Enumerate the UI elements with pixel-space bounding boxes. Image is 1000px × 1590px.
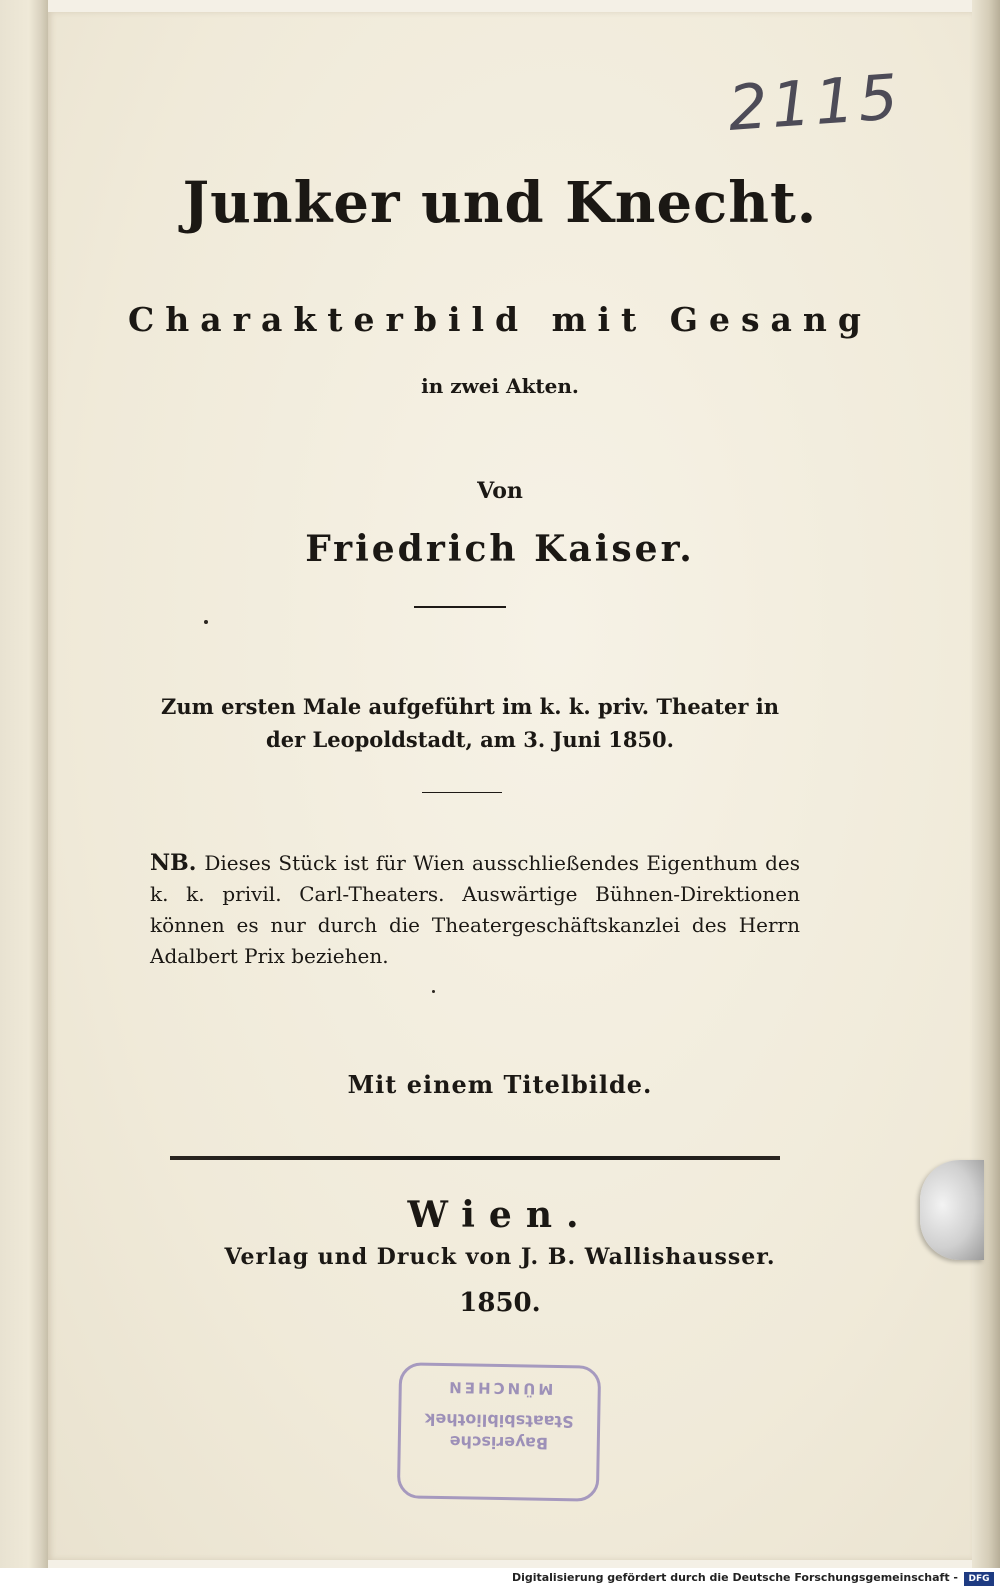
page-clip	[920, 1160, 984, 1260]
library-stamp	[397, 1362, 601, 1502]
note-text: Dieses Stück ist für Wien ausschließendes Eigenthum des k. k. privil. Carl-Theaters. Auswärtige Bühnen-Direktionen können es nur durch die Theatergeschäftskanzlei des Herrn Adalbert Prix beziehen.	[150, 851, 800, 968]
premiere-note: Zum ersten Male aufgeführt im k. k. priv. Theater in der Leopoldstadt, am 3. Juni 1850.	[161, 694, 779, 752]
frontispiece-note: Mit einem Titelbilde.	[347, 1070, 653, 1099]
ink-speck	[204, 620, 208, 624]
stamp-line-2: Staatsbibliothek	[424, 1409, 574, 1432]
book-title: Junker und Knecht.	[182, 170, 818, 236]
title-page	[48, 12, 972, 1560]
note-prefix: NB.	[150, 850, 197, 876]
publication-year: 1850.	[459, 1288, 541, 1318]
dfg-logo-icon: DFG	[964, 1572, 994, 1586]
divider-short-2	[422, 792, 502, 793]
ink-speck-2	[432, 990, 435, 993]
author-name: Friedrich Kaiser.	[305, 528, 695, 570]
acts-line: in zwei Akten.	[421, 374, 579, 398]
footer-credit: Digitalisierung gefördert durch die Deutsche Forschungsgemeinschaft -	[511, 1571, 958, 1584]
rights-note	[150, 848, 800, 972]
by-line: Von	[477, 478, 523, 504]
divider-short	[414, 606, 506, 608]
stamp-line-3: MÜNCHEN	[446, 1378, 554, 1398]
stamp-line-1: Bayerische	[449, 1432, 549, 1453]
publisher-line: Verlag und Druck von J. B. Wallishausser.	[224, 1244, 776, 1270]
handwritten-shelf-number: 2115	[725, 60, 905, 145]
book-subtitle: Charakterbild mit Gesang	[128, 300, 872, 339]
divider-thick	[170, 1156, 780, 1160]
publication-city: Wien.	[407, 1194, 593, 1236]
digitization-footer	[0, 1568, 1000, 1590]
